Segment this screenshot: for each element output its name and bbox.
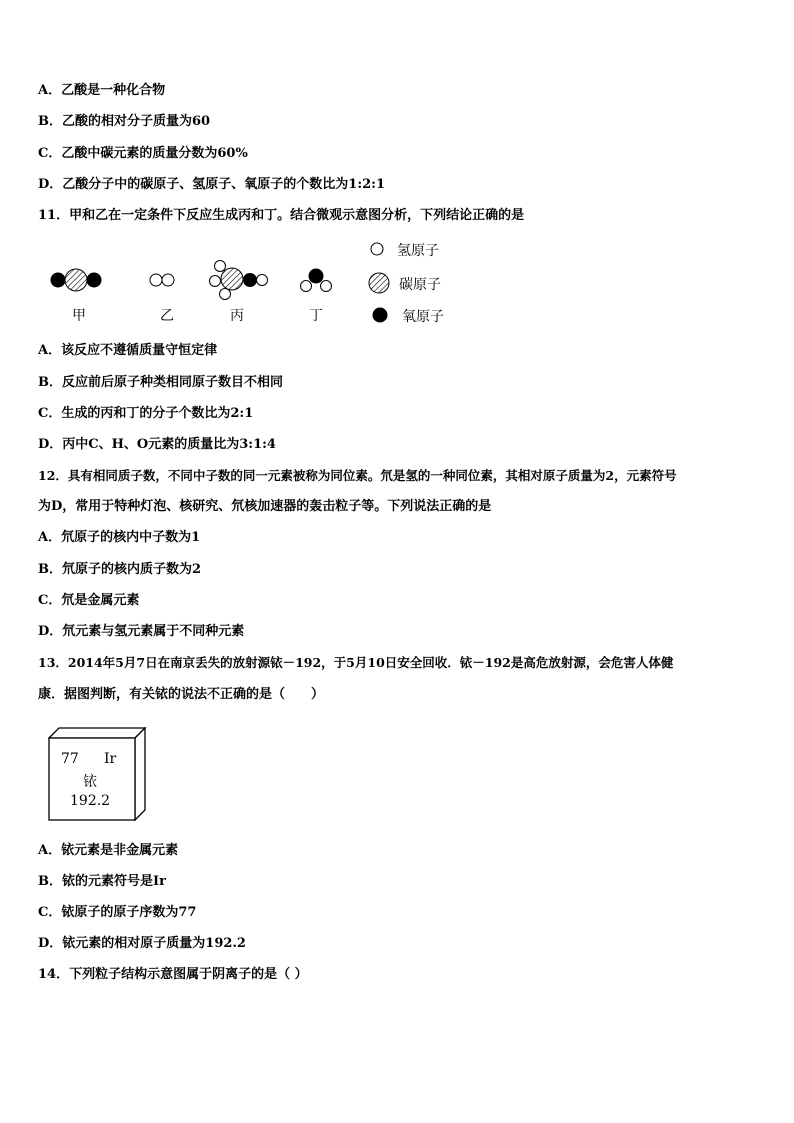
- legend-hydrogen-label: 氢原子: [397, 243, 439, 259]
- hydrogen-atom-icon: [220, 289, 231, 300]
- q13-option-d: D．铱元素的相对原子质量为192.2: [38, 936, 246, 951]
- element-atomic-number: 77: [61, 751, 79, 767]
- q14-stem: 14．下列粒子结构示意图属于阴离子的是（ ）: [38, 967, 308, 982]
- hydrogen-atom-icon: [257, 275, 268, 286]
- q10-option-c: C．乙酸中碳元素的质量分数为60%: [38, 146, 248, 161]
- legend-oxygen-icon: [373, 308, 388, 323]
- molecule-bing: [210, 261, 268, 300]
- q13-stem-line1: 13．2014年5月7日在南京丢失的放射源铱－192，于5月10日安全回收．铱－192是高危放射源，会危害人体健: [38, 655, 674, 670]
- q12-option-a: A．氘原子的核内中子数为1: [38, 530, 201, 545]
- hydrogen-atom-icon: [150, 274, 162, 286]
- label-jia: 甲: [72, 308, 86, 324]
- q13-option-b: B．铱的元素符号是Ir: [38, 874, 166, 889]
- hydrogen-atom-icon: [162, 274, 174, 286]
- label-bing: 丙: [230, 308, 244, 324]
- q12-option-c: C．氘是金属元素: [38, 593, 140, 608]
- q10-option-d: D．乙酸分子中的碳原子、氢原子、氧原子的个数比为1:2:1: [38, 177, 386, 192]
- label-ding: 丁: [309, 308, 323, 324]
- element-atomic-mass: 192.2: [70, 793, 111, 809]
- q11-option-b: B．反应前后原子种类相同原子数目不相同: [38, 375, 283, 390]
- q12-stem-line2: 为D，常用于特种灯泡、核研究、氘核加速器的轰击粒子等。下列说法正确的是: [38, 499, 492, 514]
- molecule-yi: [150, 274, 174, 286]
- q13-option-a: A．铱元素是非金属元素: [38, 843, 179, 858]
- q11-stem: 11．甲和乙在一定条件下反应生成丙和丁。结合微观示意图分析，下列结论正确的是: [38, 208, 525, 223]
- element-symbol: Ir: [104, 751, 117, 767]
- q10-option-b: B．乙酸的相对分子质量为60: [38, 114, 211, 129]
- q12-option-d: D．氘元素与氢元素属于不同种元素: [38, 624, 245, 639]
- q11-option-c: C．生成的丙和丁的分子个数比为2:1: [38, 406, 254, 421]
- q13-option-c: C．铱原子的原子序数为77: [38, 905, 197, 920]
- oxygen-atom-icon: [51, 273, 66, 288]
- hydrogen-atom-icon: [210, 276, 221, 287]
- hydrogen-atom-icon: [321, 281, 332, 292]
- element-name: 铱: [83, 774, 97, 790]
- label-yi: 乙: [160, 308, 174, 324]
- q12-stem-line1: 12．具有相同质子数，不同中子数的同一元素被称为同位素。氘是氢的一种同位素，其相对原子质量为2，元素符号: [38, 468, 677, 483]
- q13-stem-line2: 康．据图判断，有关铱的说法不正确的是（ ）: [38, 687, 325, 702]
- carbon-atom-icon: [65, 269, 87, 291]
- oxygen-atom-icon: [243, 273, 257, 287]
- q12-option-b: B．氘原子的核内质子数为2: [38, 562, 202, 577]
- legend-carbon-label: 碳原子: [399, 277, 441, 293]
- carbon-atom-icon: [221, 268, 243, 290]
- hydrogen-atom-icon: [301, 281, 312, 292]
- oxygen-atom-icon: [309, 269, 324, 284]
- hydrogen-atom-icon: [215, 261, 226, 272]
- molecule-ding: [301, 269, 332, 292]
- q11-option-a: A．该反应不遵循质量守恒定律: [38, 343, 218, 358]
- molecule-jia: [51, 269, 102, 291]
- legend-oxygen-label: 氧原子: [402, 309, 444, 325]
- oxygen-atom-icon: [87, 273, 102, 288]
- element-card: [48, 727, 148, 821]
- legend-carbon-icon: [369, 273, 389, 293]
- q10-option-a: A．乙酸是一种化合物: [38, 83, 166, 98]
- q11-option-d: D．丙中C、H、O元素的质量比为3:1:4: [38, 437, 276, 452]
- legend-hydrogen-icon: [371, 243, 383, 255]
